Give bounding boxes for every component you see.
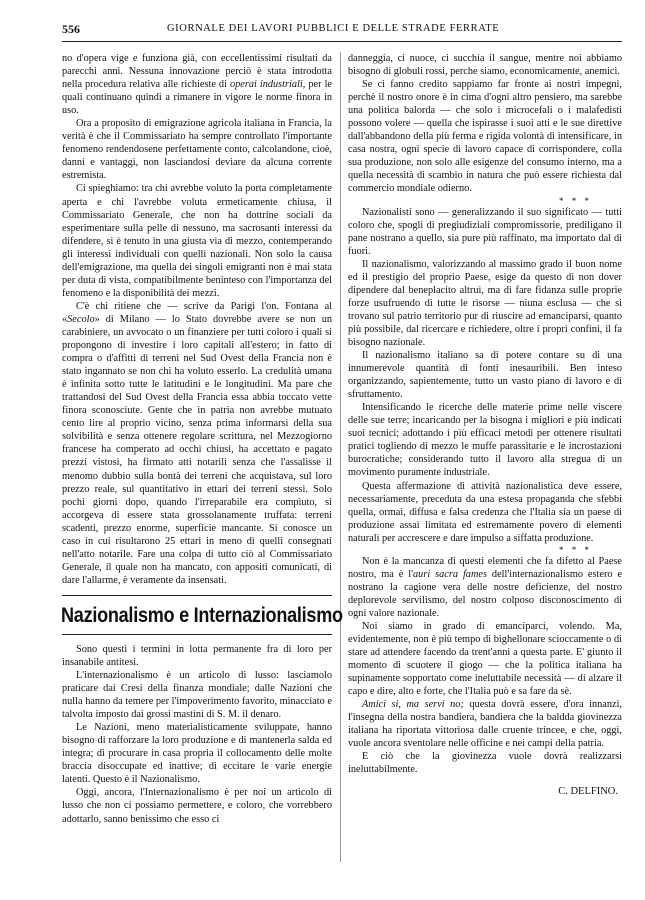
- paragraph: Noi siamo in grado di emanciparci, volendo. Ma, evidentemente, non è più tempo di bighellonare scioccamente o di stare ad attendere facendo da trent'anni a questa parte. E' giunto il momento di scuotere il giogo — che la politica italiana ha supinamente sopportato come ineluttabile necessità — di alzare il capo e dire, alto e forte, che l'Italia può e sa fare da sè.: [348, 620, 622, 698]
- paragraph: L'internazionalismo è un articolo di lusso: lasciamolo praticare dai Cresi della finanza mondiale; dalle Nazioni che nulla hanno da temere per l'impoverimento favorito, minacciato e talvolta imposto dai grossi mastini di S. M. il denaro.: [62, 670, 332, 721]
- author-signature: C. DELFINO.: [558, 785, 618, 797]
- paragraph: Amici si, ma servi no; questa dovrà essere, d'ora innanzi, l'insegna della nostra bandiera, bandiera che la baldda giovinezza italiana ha riportata vittoriosa dalle cruente trincee, e che, oggi, vuole ancora sventolare nelle officine e nei campi della patria.: [348, 699, 622, 750]
- section-title: Nazionalismo e Internazionalismo: [61, 603, 343, 627]
- paragraph: Nazionalisti sono — generalizzando il suo significato — tutti coloro che, spogli di pregiudiziali compromissorie, prediligano il pane nostrano a quello, sia pure più raffinato, ma importato dal di fuori.: [348, 206, 622, 257]
- paragraph: Ora a proposito di emigrazione agricola italiana in Francia, la verità è che il Commissariato ha sempre controllato l'importante fenomeno rendendosene perfettamente conto, calcolandone, cioè, danni e vantaggi, non lasciandosi deviare da alcuna corrente estremista.: [62, 118, 332, 182]
- section-rule: [62, 595, 332, 596]
- paragraph: Non è la mancanza di questi elementi che fa difetto al Paese nostro, ma è l'auri sacra fames dell'internazionalismo estero e nostrano la cagione vera delle nostre deficienze, del nostro deplorevole servilismo, del nostro colposo disconoscimento di ogni valore nazionale.: [348, 555, 623, 619]
- paragraph: Intensificando le ricerche delle materie prime nelle viscere delle sue terre; incaricando per la bisogna i migliori e più indicati suoi tecnici; adottando i più efficaci metodi per ottenere risultati pratici togliendo di mezzo le muffe parassitarie e le incrostazioni burocratiche; considerando tutto il lavoro alla stregua di un movimento puramente industriale.: [348, 402, 622, 479]
- page-number: 556: [62, 22, 80, 36]
- header-rule: [62, 41, 622, 42]
- paragraph: Il nazionalismo italiano sa di potere contare su di una innumerevole quantità di fonti inesauribili. Ben inteso organizzando, sapientemente, tutto un vasto piano di lavoro e di sfruttamento.: [348, 350, 622, 401]
- journal-title: GIORNALE DEI LAVORI PUBBLICI E DELLE STRADE FERRATE: [167, 23, 500, 34]
- paragraph: Le Nazioni, meno materialisticamente sviluppate, hanno bisogno di rafforzare la loro produzione e di mantenerla salda ed integra; di procurare in casa propria il collocamento delle molte braccia disoccupate ed inattive; di eccitare le varie energie latenti. Questo è il Nazionalismo.: [62, 722, 332, 786]
- paragraph: Il nazionalismo, valorizzando al massimo grado il buon nome ed il prestigio del proprio Paese, esige da questo di non dover dipendere dal beneplacito altrui, ma di fare fidanza sulle proprie forze usufruendo di tutte le risorse — niuna esclusa — che si trovano sul patrio territorio pur di riuscire ad emanciparsi, quanto più possibile, dal ricercare e richiedere, oltre i propri confini, il fa bisogno nazionale.: [348, 258, 622, 348]
- right-column: [348, 52, 622, 798]
- paragraph: Questa affermazione di attività nazionalistica deve essere, necessariamente, preceduta da una estesa propaganda che sfebbi quella, ormai, diffusa e falsa credenza che l'Italia sia un paese di produzione assai limitata ed estremamente povero di elementi naturali per accrescere e dare impulso a siffatta produzione.: [348, 480, 622, 544]
- paragraph: Sono questi i termini in lotta permanente fra di loro per insanabile antitesi.: [62, 643, 332, 668]
- paragraph: E ciò che la giovinezza vuole dovrà realizzarsi ineluttabilmente.: [348, 751, 622, 776]
- column-divider: [340, 52, 341, 862]
- paragraph: danneggia, ci nuoce, ci succhia il sangue, mentre noi abbiamo bisogno di globuli rossi, perche siamo, economicamente, anemici.: [348, 53, 622, 78]
- section-separator: * * *: [559, 544, 592, 555]
- page-header: [62, 22, 622, 38]
- title-underline: [62, 634, 332, 635]
- paragraph: Oggi, ancora, l'Internazionalismo è per noi un articolo di lusso che non ci possiamo permettere, e coloro, che vorrebbero adottarlo, sanno benissimo che esso ci: [62, 787, 332, 825]
- section-separator: * * *: [559, 195, 592, 206]
- paragraph: Se ci fanno credito sappiamo far fronte ai nostri impegni, perchè il nostro onore è in cima d'ogni altro pensiero, ma sarebbe una politica balorda — che solo i microcefali o i malafedisti possono volere — quella che ispirasse i suoi atti e le sue direttive dall'abbandono della più ferma e rigida volontà di intensificare, in casa nostra, ogni specie di lavoro capace di corrispondere, colla sua produzione, non solo alle esigenze del consumo interno, ma a quella necessità di scambio in natura che può essere richiesta dal commercio mondiale odierno.: [348, 79, 622, 195]
- paragraph: Ci spieghiamo: tra chi avrebbe voluto la porta completamente aperta e chi l'avrebbe voluta ermeticamente chiusa, il Commissariato Generale, che non ha dottrine sociali da esperimentare sulla pelle di nessuno, ma sacrosanti interessi da difendere, si è tenuto in una giusta via di mezzo, contemperando gli interessi individuali con quelli nazionali. Non solo la causa dell'emigrazione, ma quella dei singoli emigranti non è mai stata per duta di vista, compatibilmente beninteso con l'importanza del fenomeno e la disponibilità dei mezzi.: [62, 183, 332, 299]
- paragraph: C'è chi ritiene che — scrive da Parigi l'on. Fontana al «Secolo» di Milano — lo Stato dovrebbe avere se non un carabiniere, un avvocato o un finanziere per tutti coloro i quali si propongono di investire i loro capitali all'estero; in fatto di compra o d'affitti di terreni nel Sud Ovest della Francia non è stato ingannato se non chi ha voluto esserlo. La credulità umana è infinita sotto tutte le latitudini e le longitudini. Ma pare che trattandosi del Sud Ovest della Francia essa abbia toccato vette finora sconosciute. Gente che in patria non avrebbe mutuato cento lire al proprio vicino, senza prima informarsi della sua solvibilità e senza ottenere regolare scrittura, nel Mezzogiorno francese ha comperato ad occhi chiusi, ha accettato e pagato prezzi vistosi, ha firmato atti notarili senza che l'assalisse il menomo dubbio sulla bontà dei terreni che acquistava, sul loro prezzo reale, sul quantitativo in ettari dei terreni stessi. Solo pochi giorni dopo, quando l'irreparabile era compiuto, si accorgeva di essere stata grossolanamente truffata: terreni scadenti, prezzo enorme, superficie mancante. Si conosce un caso in cui risultarono 25 ettari in meno di quelli consegnati nell'atto notarile. Fare una colpa di tutto ciò al Commissariato Generale, il quale non ha mancato, con appositi comunicati, di dare l'allarme, è veramente da insensati.: [62, 300, 332, 586]
- left-column: [61, 52, 343, 826]
- paragraph: no d'opera vige e funziona già, con eccellentissimi risultati da parecchi anni. Nessuna innovazione perciò è stata introdotta nella procedura relativa alle richieste di operai industriali, per le quali continuano quindi a rimanere in vigore le norme finora in uso.: [62, 53, 332, 117]
